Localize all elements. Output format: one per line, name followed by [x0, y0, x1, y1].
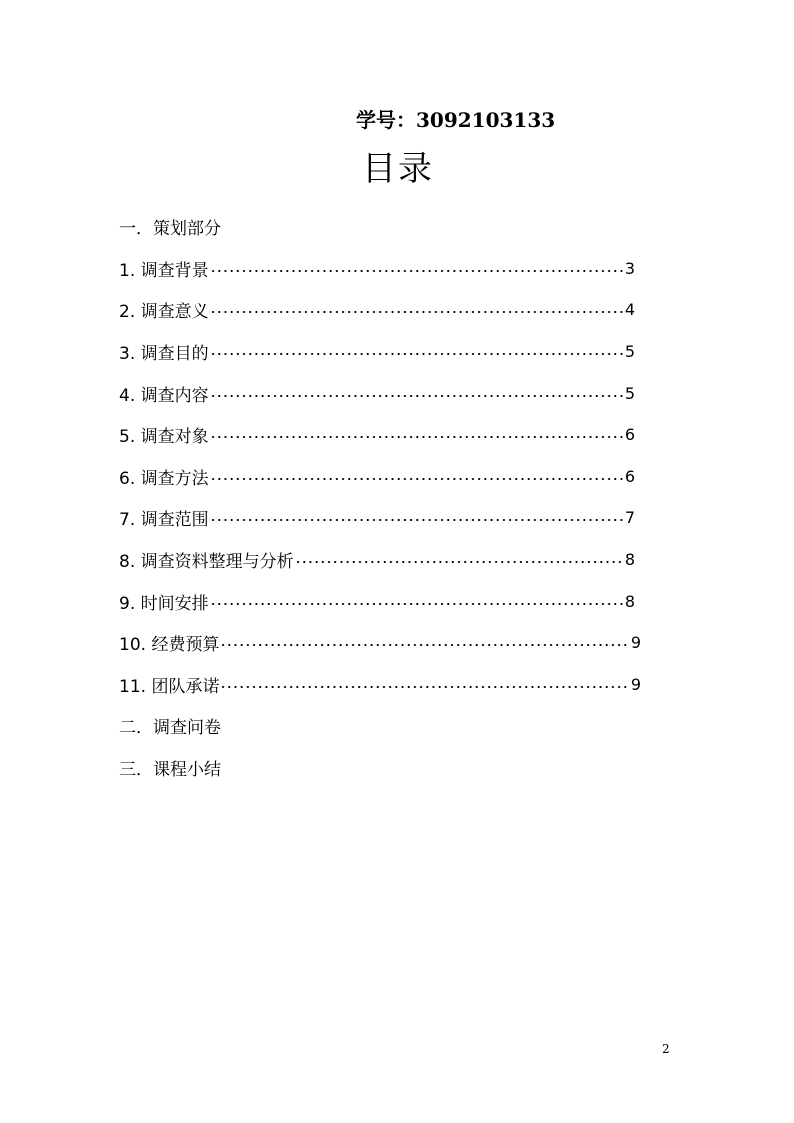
toc-entry-page: 4 [624, 300, 635, 320]
toc-section-label: 三．课程小结 [119, 760, 221, 781]
toc-entry-label: 8. 调查资料整理与分析 [119, 552, 294, 573]
table-of-contents [119, 206, 644, 788]
toc-leader-dots [210, 352, 624, 356]
toc-entry-label: 2. 调查意义 [119, 302, 209, 323]
toc-entry[interactable] [119, 664, 641, 706]
toc-entry-page: 5 [624, 342, 635, 362]
toc-title: 目录 [362, 149, 434, 189]
toc-section-heading [119, 705, 644, 747]
toc-entry-page: 8 [624, 591, 635, 611]
toc-entry-page: 6 [624, 466, 635, 486]
toc-leader-dots [295, 560, 624, 564]
toc-entry-page: 9 [630, 633, 641, 653]
toc-entry[interactable] [119, 289, 635, 331]
toc-leader-dots [220, 685, 629, 689]
toc-leader-dots [210, 394, 624, 398]
student-id: 学号：3092103133 [356, 108, 556, 132]
toc-entry-label: 4. 调查内容 [119, 385, 209, 406]
toc-entry-page: 3 [624, 258, 635, 278]
toc-entry-page: 7 [624, 508, 635, 528]
toc-entry[interactable] [119, 497, 635, 539]
toc-entry[interactable] [119, 372, 635, 414]
toc-leader-dots [220, 643, 629, 647]
toc-leader-dots [210, 602, 624, 606]
toc-entry-label: 11. 团队承诺 [119, 676, 220, 697]
toc-entry-label: 5. 调查对象 [119, 427, 209, 448]
toc-entry[interactable] [119, 414, 635, 456]
toc-entry-page: 6 [624, 425, 635, 445]
toc-entry-page: 8 [624, 550, 635, 570]
toc-entry-label: 10. 经费预算 [119, 635, 220, 656]
toc-entry-page: 9 [630, 674, 641, 694]
toc-section-heading [119, 206, 644, 248]
toc-entry[interactable] [119, 456, 635, 498]
toc-entry[interactable] [119, 331, 635, 373]
toc-entry-label: 3. 调查目的 [119, 344, 209, 365]
toc-leader-dots [210, 518, 624, 522]
toc-entry[interactable] [119, 539, 635, 581]
toc-section-label: 二．调查问卷 [119, 718, 221, 739]
toc-entry-label: 9. 时间安排 [119, 593, 209, 614]
toc-entry-label: 1. 调查背景 [119, 260, 209, 281]
toc-entry[interactable] [119, 248, 635, 290]
toc-entry[interactable] [119, 622, 641, 664]
toc-entry-page: 5 [624, 383, 635, 403]
toc-section-label: 一．策划部分 [119, 219, 221, 240]
toc-section-heading [119, 747, 644, 789]
toc-entry[interactable] [119, 580, 635, 622]
toc-entry-label: 6. 调查方法 [119, 468, 209, 489]
toc-entry-label: 7. 调查范围 [119, 510, 209, 531]
toc-leader-dots [210, 310, 624, 314]
toc-leader-dots [210, 435, 624, 439]
toc-leader-dots [210, 269, 624, 273]
toc-leader-dots [210, 477, 624, 481]
page-number: 2 [662, 1042, 670, 1056]
